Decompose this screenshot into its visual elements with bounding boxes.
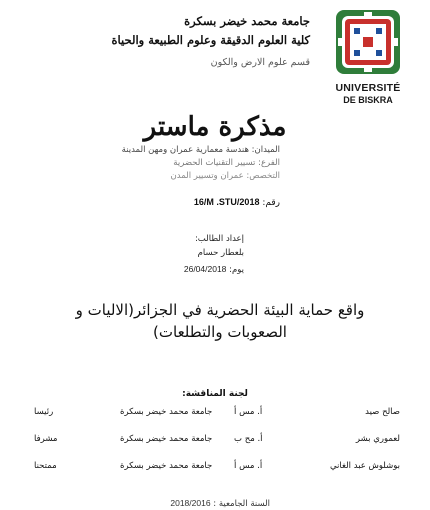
defense-date — [184, 264, 244, 275]
reference-number — [194, 197, 280, 208]
university-name: جامعة محمد خيضر بسكرة — [184, 14, 310, 28]
field-branch: الفرع: تسيير التقنيات الحضرية — [173, 158, 280, 168]
jury-row — [0, 461, 430, 477]
thesis-title: واقع حماية البيئة الحضرية في الجزائر(الاليات و الصعوبات والتطلعات) — [75, 301, 365, 341]
field-specialty: التخصص: عمران وتسيير المدن — [170, 171, 280, 181]
jury-member-role: رئيسا — [34, 407, 54, 417]
jury-row — [0, 434, 430, 450]
academic-year — [170, 498, 270, 509]
jury-member-role: ممتحنا — [34, 461, 57, 471]
date-value: 26/04/2018 — [183, 264, 227, 274]
jury-heading: لجنة المناقشة: — [182, 389, 248, 399]
university-emblem-icon — [332, 6, 404, 78]
department-name: قسم علوم الارض والكون — [210, 57, 310, 68]
university-logo — [318, 6, 418, 106]
logo-text-line2: DE BISKRA — [343, 95, 393, 105]
jury-member-rank: أ. مح ب — [234, 434, 263, 444]
faculty-name: كلية العلوم الدقيقة وعلوم الطبيعة والحياة — [111, 33, 310, 47]
jury-member-institution: جامعة محمد خيضر بسكرة — [120, 461, 213, 471]
jury-member-institution: جامعة محمد خيضر بسكرة — [120, 407, 213, 417]
jury-row — [0, 407, 430, 423]
jury-member-rank: أ. مس أ — [234, 461, 263, 471]
document-title: مذكرة ماستر — [143, 112, 287, 142]
jury-member-name: بوشلوش عبد الغاني — [329, 461, 400, 471]
academic-year-value: 2018/2016 — [170, 498, 211, 508]
jury-member-role: مشرفا — [34, 434, 58, 444]
student-name: بلعطار حسام — [197, 248, 244, 258]
logo-text-line1: UNIVERSITÉ — [335, 82, 401, 94]
prepared-by-label: إعداد الطالب: — [194, 234, 244, 244]
academic-year-label: السنة الجامعية : — [213, 499, 270, 509]
reference-label: رقم: — [262, 198, 280, 208]
jury-member-institution: جامعة محمد خيضر بسكرة — [120, 434, 213, 444]
reference-value: 16/M .STU/2018 — [193, 197, 260, 207]
field-domain: الميدان: هندسة معمارية عمران ومهن المدينة — [121, 145, 280, 155]
jury-member-name: صالح صيد — [365, 407, 400, 417]
date-label: يوم: — [229, 265, 244, 275]
jury-member-rank: أ. مس أ — [234, 407, 263, 417]
jury-member-name: لعموري بشر — [355, 434, 400, 444]
